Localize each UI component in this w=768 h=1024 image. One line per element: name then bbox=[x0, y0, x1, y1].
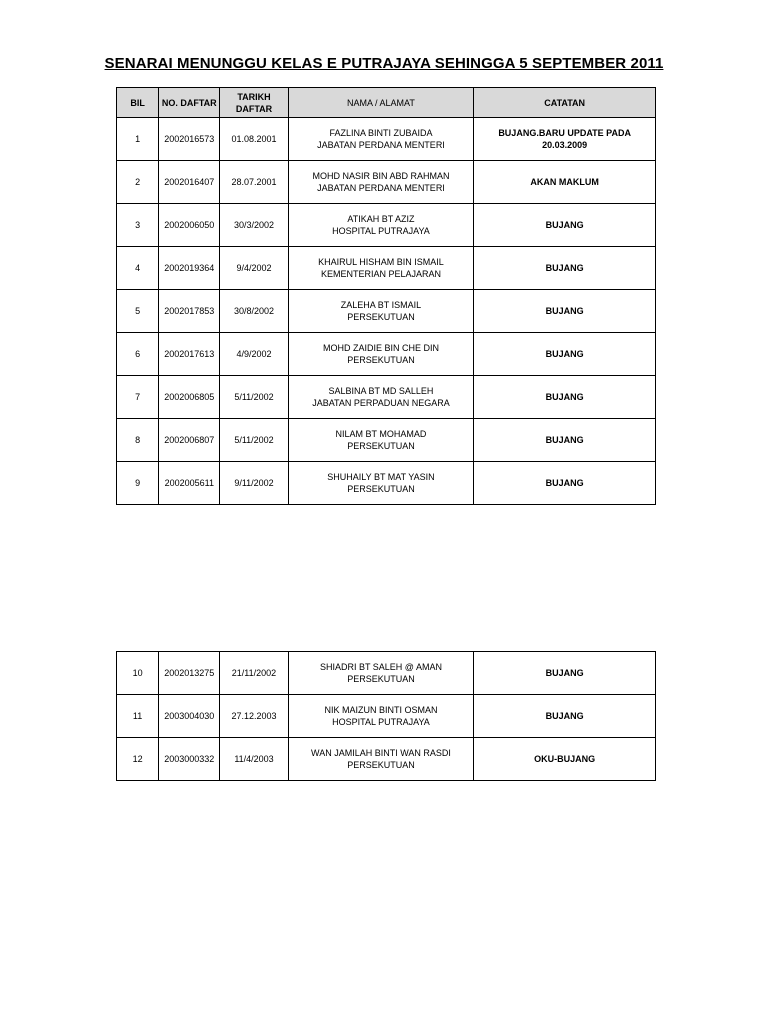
cell-nama-alamat bbox=[288, 290, 474, 333]
cell-alamat: PERSEKUTUAN bbox=[347, 441, 415, 451]
table-row bbox=[117, 695, 656, 738]
header-tarikh-line2: DAFTAR bbox=[235, 103, 273, 114]
table-row bbox=[117, 161, 656, 204]
table-body-page1 bbox=[117, 118, 656, 505]
cell-nama: SALBINA BT MD SALLEH bbox=[328, 386, 434, 396]
cell-nama-alamat bbox=[288, 738, 474, 781]
cell-nama-alamat bbox=[288, 695, 474, 738]
cell-catatan-line1: BUJANG bbox=[545, 220, 584, 230]
cell-catatan bbox=[474, 419, 656, 462]
cell-nama: NIK MAIZUN BINTI OSMAN bbox=[324, 705, 438, 715]
cell-alamat: PERSEKUTUAN bbox=[347, 355, 415, 365]
header-nama-alamat: NAMA / ALAMAT bbox=[288, 88, 474, 118]
cell-nama-alamat bbox=[288, 247, 474, 290]
cell-catatan-line1: BUJANG bbox=[545, 349, 584, 359]
cell-tarikh-daftar: 9/11/2002 bbox=[220, 462, 288, 505]
waiting-list-table-continued bbox=[116, 651, 656, 781]
cell-nama: NILAM BT MOHAMAD bbox=[335, 429, 427, 439]
table-row bbox=[117, 118, 656, 161]
cell-alamat: PERSEKUTUAN bbox=[347, 674, 415, 684]
cell-alamat: JABATAN PERDANA MENTERI bbox=[317, 183, 445, 193]
cell-catatan-line1: BUJANG bbox=[545, 668, 584, 678]
cell-catatan-line2: 20.03.2009 bbox=[542, 140, 588, 150]
cell-no-daftar: 2002006807 bbox=[159, 419, 220, 462]
table-row bbox=[117, 204, 656, 247]
header-catatan: CATATAN bbox=[474, 88, 656, 118]
cell-bil: 9 bbox=[117, 462, 159, 505]
table-row bbox=[117, 290, 656, 333]
header-bil: BIL bbox=[117, 88, 159, 118]
cell-no-daftar: 2002006805 bbox=[159, 376, 220, 419]
table-row bbox=[117, 419, 656, 462]
cell-bil: 5 bbox=[117, 290, 159, 333]
cell-catatan bbox=[474, 204, 656, 247]
cell-alamat: PERSEKUTUAN bbox=[347, 312, 415, 322]
table-row bbox=[117, 462, 656, 505]
cell-nama-alamat bbox=[288, 376, 474, 419]
table-body-page2 bbox=[117, 652, 656, 781]
cell-alamat: PERSEKUTUAN bbox=[347, 484, 415, 494]
header-tarikh-daftar bbox=[220, 88, 288, 118]
cell-bil: 11 bbox=[117, 695, 159, 738]
cell-catatan bbox=[474, 161, 656, 204]
cell-catatan-line1: BUJANG.BARU UPDATE PADA bbox=[498, 128, 631, 138]
waiting-list-table bbox=[116, 87, 656, 505]
cell-bil: 10 bbox=[117, 652, 159, 695]
cell-bil: 1 bbox=[117, 118, 159, 161]
table-row bbox=[117, 247, 656, 290]
cell-alamat: HOSPITAL PUTRAJAYA bbox=[332, 226, 430, 236]
cell-bil: 3 bbox=[117, 204, 159, 247]
cell-alamat: JABATAN PERDANA MENTERI bbox=[317, 140, 445, 150]
cell-catatan bbox=[474, 738, 656, 781]
cell-tarikh-daftar: 21/11/2002 bbox=[220, 652, 288, 695]
table-row bbox=[117, 333, 656, 376]
cell-catatan-line1: BUJANG bbox=[545, 711, 584, 721]
cell-no-daftar: 2002006050 bbox=[159, 204, 220, 247]
cell-tarikh-daftar: 01.08.2001 bbox=[220, 118, 288, 161]
cell-nama-alamat bbox=[288, 118, 474, 161]
cell-nama-alamat bbox=[288, 652, 474, 695]
cell-tarikh-daftar: 30/8/2002 bbox=[220, 290, 288, 333]
cell-nama: MOHD NASIR BIN ABD RAHMAN bbox=[312, 171, 450, 181]
cell-no-daftar: 2002017613 bbox=[159, 333, 220, 376]
cell-nama: KHAIRUL HISHAM BIN ISMAIL bbox=[318, 257, 444, 267]
cell-catatan-line1: BUJANG bbox=[545, 263, 584, 273]
cell-catatan bbox=[474, 247, 656, 290]
cell-nama: FAZLINA BINTI ZUBAIDA bbox=[329, 128, 433, 138]
cell-catatan-line1: BUJANG bbox=[545, 306, 584, 316]
cell-alamat: PERSEKUTUAN bbox=[347, 760, 415, 770]
cell-tarikh-daftar: 27.12.2003 bbox=[220, 695, 288, 738]
cell-tarikh-daftar: 28.07.2001 bbox=[220, 161, 288, 204]
cell-tarikh-daftar: 5/11/2002 bbox=[220, 419, 288, 462]
cell-catatan-line1: BUJANG bbox=[545, 478, 584, 488]
table-row bbox=[117, 376, 656, 419]
cell-no-daftar: 2003000332 bbox=[159, 738, 220, 781]
cell-nama: SHUHAILY BT MAT YASIN bbox=[327, 472, 435, 482]
cell-catatan bbox=[474, 333, 656, 376]
header-tarikh-line1: TARIKH bbox=[237, 91, 271, 102]
cell-no-daftar: 2002005611 bbox=[159, 462, 220, 505]
cell-bil: 2 bbox=[117, 161, 159, 204]
cell-nama-alamat bbox=[288, 419, 474, 462]
header-no-daftar: NO. DAFTAR bbox=[159, 88, 220, 118]
cell-catatan-line1: BUJANG bbox=[545, 435, 584, 445]
cell-no-daftar: 2003004030 bbox=[159, 695, 220, 738]
cell-bil: 7 bbox=[117, 376, 159, 419]
cell-nama-alamat bbox=[288, 161, 474, 204]
cell-catatan bbox=[474, 652, 656, 695]
cell-no-daftar: 2002019364 bbox=[159, 247, 220, 290]
cell-nama: MOHD ZAIDIE BIN CHE DIN bbox=[322, 343, 439, 353]
cell-no-daftar: 2002016573 bbox=[159, 118, 220, 161]
cell-catatan bbox=[474, 462, 656, 505]
cell-catatan-line1: BUJANG bbox=[545, 392, 584, 402]
cell-alamat: HOSPITAL PUTRAJAYA bbox=[332, 717, 430, 727]
cell-tarikh-daftar: 5/11/2002 bbox=[220, 376, 288, 419]
cell-catatan bbox=[474, 290, 656, 333]
cell-alamat: JABATAN PERPADUAN NEGARA bbox=[312, 398, 450, 408]
cell-bil: 8 bbox=[117, 419, 159, 462]
cell-tarikh-daftar: 4/9/2002 bbox=[220, 333, 288, 376]
cell-catatan-line1: OKU-BUJANG bbox=[534, 754, 596, 764]
cell-catatan-line1: AKAN MAKLUM bbox=[530, 177, 599, 187]
cell-no-daftar: 2002016407 bbox=[159, 161, 220, 204]
cell-bil: 6 bbox=[117, 333, 159, 376]
page-title: SENARAI MENUNGGU KELAS E PUTRAJAYA SEHINGGA 5 SEPTEMBER 2011 bbox=[104, 55, 664, 72]
cell-nama-alamat bbox=[288, 333, 474, 376]
cell-nama: ATIKAH BT AZIZ bbox=[347, 214, 415, 224]
table-row bbox=[117, 652, 656, 695]
cell-tarikh-daftar: 9/4/2002 bbox=[220, 247, 288, 290]
cell-catatan bbox=[474, 376, 656, 419]
cell-catatan bbox=[474, 695, 656, 738]
cell-no-daftar: 2002013275 bbox=[159, 652, 220, 695]
cell-catatan bbox=[474, 118, 656, 161]
cell-nama: ZALEHA BT ISMAIL bbox=[340, 300, 422, 310]
cell-tarikh-daftar: 30/3/2002 bbox=[220, 204, 288, 247]
cell-alamat: KEMENTERIAN PELAJARAN bbox=[320, 269, 441, 279]
cell-nama: WAN JAMILAH BINTI WAN RASDI bbox=[311, 748, 451, 758]
table-header-row bbox=[117, 88, 656, 118]
cell-bil: 4 bbox=[117, 247, 159, 290]
cell-no-daftar: 2002017853 bbox=[159, 290, 220, 333]
cell-nama: SHIADRI BT SALEH @ AMAN bbox=[319, 662, 442, 672]
cell-bil: 12 bbox=[117, 738, 159, 781]
cell-nama-alamat bbox=[288, 462, 474, 505]
cell-tarikh-daftar: 11/4/2003 bbox=[220, 738, 288, 781]
cell-nama-alamat bbox=[288, 204, 474, 247]
table-row bbox=[117, 738, 656, 781]
